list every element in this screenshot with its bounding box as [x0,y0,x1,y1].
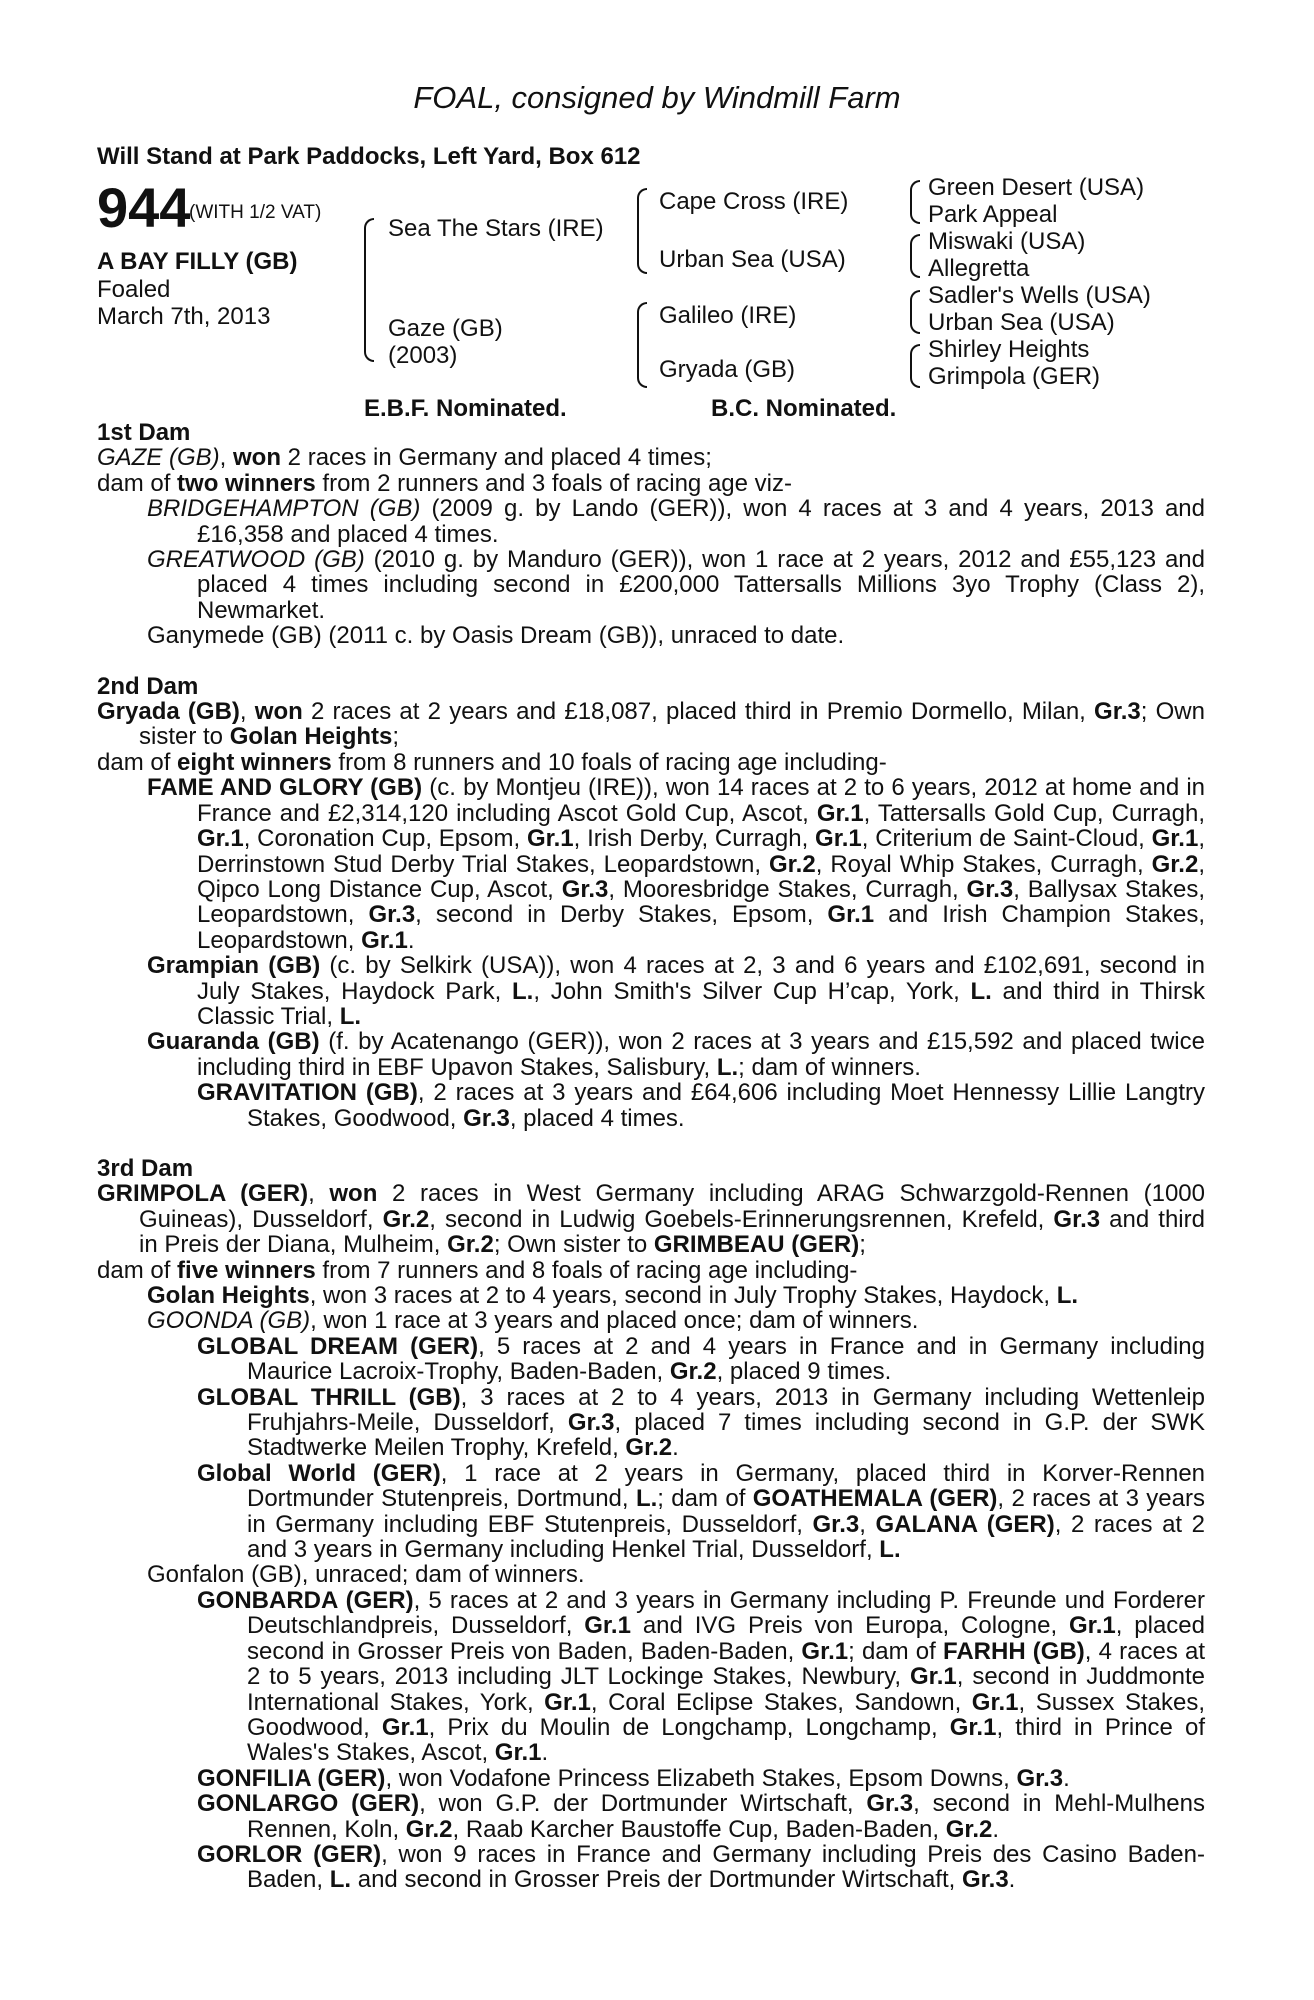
bold-text: Gr.1 [816,799,864,827]
horse-description: A BAY FILLY (GB) [97,248,298,275]
bold-text: Gr.3 [1053,1205,1101,1233]
text-run: ; [392,723,400,751]
bold-text: L. [329,1866,352,1894]
text-run: , Coronation Cup, Epsom, [243,825,527,853]
text-run: , second in Mehl-Mulhens Rennen, Koln, [247,1790,1205,1843]
bold-text: Guaranda (GB) [147,1028,320,1056]
text-run: ; [859,1231,866,1259]
pedigree-dam-year: (2003) [388,342,458,369]
grandproduce-entry [97,1080,1205,1131]
text-run: , Qipco Long Distance Cup, Ascot, [197,850,1205,903]
bold-text: GORLOR (GER) [197,1840,382,1868]
grandproduce-entry [97,1842,1205,1893]
bold-text: L. [1056,1282,1079,1309]
text-run: , placed 9 times. [716,1358,892,1386]
grandproduce-entry [97,1334,1205,1385]
grandproduce-entry [97,1766,1205,1791]
bold-text: Grampian (GB) [147,952,321,980]
text-run: , second in Derby Stakes, Epsom, [415,901,828,929]
bold-text: Golan Heights [147,1282,310,1309]
bold-text: L. [716,1053,739,1081]
bold-text: Gr.3 [368,901,416,929]
bold-text: Gr.1 [381,1713,429,1741]
bold-text: GRIMBEAU (GER) [653,1231,860,1259]
first-dam-produce-summary [97,471,1205,496]
third-dam-produce-summary [97,1258,1205,1283]
text-run: (c. by Montjeu (IRE)), won 14 races at 2 to 6 years, 2012 at home and in France and £2,314,120 including Ascot Gold Cup, Ascot, [197,774,1205,827]
text-run: from 7 runners and 8 foals of racing age including- [315,1256,858,1284]
produce-entry [97,1029,1205,1080]
bold-text: GLOBAL DREAM (GER) [197,1332,479,1360]
text-run: , second in Juddmonte International Stakes, York, [247,1663,1206,1716]
text-run: , placed 7 times including second in G.P. der SWK Stadtwerke Meilen Trophy, Krefeld, [247,1409,1205,1462]
pedigree-gen3-4: Allegretta [928,255,1030,282]
page-title: FOAL, consigned by Windmill Farm [413,80,901,115]
stand-location: Will Stand at Park Paddocks, Left Yard, Box 612 [97,143,641,170]
bold-text: Gr.1 [361,926,408,954]
bold-text: Gr.2 [1151,850,1199,878]
third-dam-heading: 3rd Dam [97,1154,194,1182]
bold-text: won [233,444,282,472]
bold-text: GRIMPOLA (GER) [97,1180,309,1208]
bold-text: Gr.2 [669,1358,717,1386]
bold-text: Gr.1 [197,825,244,853]
foaled-label: Foaled [97,276,171,303]
text-run: , Ballysax Stakes, Leopardstown, [197,875,1205,929]
text-run: , Prix du Moulin de Longchamp, Longchamp, [428,1713,950,1741]
text-run: , 2 races at 3 years in Germany including EBF Stutenpreis, Dusseldorf, [247,1485,1205,1538]
text-run: , Irish Derby, Curragh, [573,825,816,853]
bold-text: two winners [177,469,316,497]
pedigree-gen3-3: Miswaki (USA) [928,228,1086,255]
vat-note: (WITH 1/2 VAT) [189,202,322,223]
second-dam-entry [97,699,1205,750]
bold-text: L. [512,977,534,1005]
text-run: . [672,1434,679,1462]
text-run: , Royal Whip Stakes, Curragh, [815,850,1152,878]
pedigree-gen3-6: Urban Sea (USA) [928,309,1115,336]
text-run: , 2 races at 3 years and £64,606 including Moet Hennessy Lillie Langtry Stakes, Goodwood, [247,1079,1206,1132]
bold-text: FARHH (GB) [942,1637,1085,1665]
text-run: , won G.P. der Dortmunder Wirtschaft, [419,1790,867,1818]
bold-text: Global World (GER) [197,1459,441,1487]
pedigree-bracket-sire [637,188,647,274]
pedigree-gen3-8: Grimpola (GER) [928,363,1101,390]
text-run: dam of [97,469,178,497]
text-run: from 8 runners and 10 foals of racing age including- [331,748,887,776]
text-run: 2 races at 2 years and £18,087, placed third in Premio Dormello, Milan, [302,698,1095,726]
text-run: , Coral Eclipse Stakes, Sandown, [590,1688,972,1716]
grandproduce-entry [97,1791,1205,1842]
pedigree-bracket-main [364,218,374,362]
bold-text: Gr.1 [1069,1612,1116,1640]
pedigree-gen3-7: Shirley Heights [928,336,1090,363]
pedigree-dam-dam: Gryada (GB) [659,356,796,383]
text-run: , won 1 race at 3 years and placed once; dam of winners. [310,1307,919,1335]
produce-entry [97,953,1205,1029]
text-run: (2009 g. by Lando (GER)), won 4 races at 3 and 4 years, 2013 and £16,358 and placed 4 times. [197,495,1205,548]
italic-text: GREATWOOD (GB) [147,546,365,574]
bold-text: eight winners [177,748,332,776]
text-run: 2 races in Germany and placed 4 times; [281,444,712,472]
italic-text: GAZE (GB) [97,444,220,472]
text-run: Gonfalon (GB), unraced; dam of winners. [147,1561,585,1589]
first-dam-heading: 1st Dam [97,419,191,446]
text-run: . [541,1739,549,1767]
bold-text: Gr.3 [961,1866,1009,1894]
text-run: , [859,1510,876,1538]
text-run: , 1 race at 2 years in Germany, placed third in Korver-Rennen Dortmunder Stutenpreis, Dortmund, [247,1459,1206,1513]
text-run: , placed second in Grosser Preis von Baden, Baden-Baden, [247,1612,1205,1665]
pedigree-bracket-g56 [910,290,920,334]
second-dam-produce-summary [97,750,1205,775]
italic-text: GOONDA (GB) [147,1307,311,1335]
text-run: , 3 races at 2 to 4 years, 2013 in Germany including Wettenleip Fruhjahrs-Meile, Dusseldorf, [247,1383,1205,1437]
text-run: . [407,926,415,954]
text-run: , Mooresbridge Stakes, Curragh, [608,875,967,903]
catalogue-body [97,420,1205,1893]
bold-text: L. [970,977,992,1005]
text-run: , 5 races at 2 and 3 years in Germany including P. Freunde und Forderer Deutschlandpreis, Dusseldorf, [247,1586,1205,1640]
text-run: , placed 4 times. [509,1104,685,1132]
text-run: 2 races in West Germany including ARAG Schwarzgold-Rennen (1000 Guineas), Dusseldorf, [139,1180,1205,1233]
produce-entry [97,775,1205,953]
pedigree-sire-sire: Cape Cross (IRE) [659,188,849,215]
bold-text: Golan Heights [229,723,393,751]
text-run: (c. by Selkirk (USA)), won 4 races at 2, 3 and 6 years and £102,691, second in July Stakes, Haydock Park, [197,952,1205,1005]
third-dam-entry [97,1181,1205,1257]
text-run: , Raab Karcher Baustoffe Cup, Baden-Baden, [452,1815,946,1843]
pedigree-gen3-1: Green Desert (USA) [928,174,1145,201]
bold-text: Gr.1 [910,1663,957,1691]
text-run: (f. by Acatenango (GER)), won 2 races at 3 years and £15,592 and placed twice including third in EBF Upavon Stakes, Salisbury, [197,1028,1205,1081]
bold-text: Gr.1 [494,1739,542,1767]
text-run: , second in Ludwig Goebels-Erinnerungsrennen, Krefeld, [429,1205,1054,1233]
lot-number: 944 [97,176,191,239]
bold-text: Gr.1 [801,1637,849,1665]
text-run: , won Vodafone Princess Elizabeth Stakes, Epsom Downs, [385,1764,1017,1792]
bold-text: Gr.2 [625,1434,673,1462]
text-run: . [1063,1764,1070,1792]
ebf-nominated: E.B.F. Nominated. [364,395,567,422]
grandproduce-entry [97,1588,1205,1766]
pedigree-bracket-g34 [910,234,920,278]
foaled-date: March 7th, 2013 [97,303,271,330]
bold-text: Gr.2 [769,850,816,878]
pedigree-gen3-5: Sadler's Wells (USA) [928,282,1151,309]
text-run: and second in Grosser Preis der Dortmunder Wirtschaft, [351,1866,962,1894]
bold-text: Gr.3 [866,1790,914,1818]
text-run: , Tattersalls Gold Cup, Curragh, [863,799,1205,827]
text-run: , won 3 races at 2 to 4 years, second in July Trophy Stakes, Haydock, [309,1282,1057,1309]
pedigree-bracket-dam [637,302,647,388]
text-run: , third in Prince of Wales's Stakes, Ascot, [247,1713,1206,1767]
text-run: , [239,698,255,726]
text-run: , Derrinstown Stud Derby Trial Stakes, Leopardstown, [197,825,1205,878]
text-run: , won 9 races in France and Germany including Preis des Casino Baden-Baden, [247,1840,1205,1894]
bold-text: Gr.1 [949,1713,997,1741]
bold-text: GONBARDA (GER) [197,1586,414,1614]
first-dam-entry [97,445,1205,470]
bold-text: Gr.3 [561,875,609,903]
pedigree-sire-dam: Urban Sea (USA) [659,246,846,273]
pedigree-sire: Sea The Stars (IRE) [388,215,604,242]
text-run: from 2 runners and 3 foals of racing age viz- [315,469,792,497]
text-run: , [308,1180,330,1208]
bold-text: Gr.2 [447,1231,494,1259]
bold-text: L. [635,1485,658,1513]
bold-text: Gr.1 [971,1688,1019,1716]
bold-text: GONLARGO (GER) [197,1790,420,1818]
produce-entry [97,1283,1205,1308]
produce-entry [97,496,1205,547]
bold-text: Gr.3 [1094,698,1141,726]
bold-text: GLOBAL THRILL (GB) [197,1383,461,1411]
bold-text: Gr.3 [966,875,1014,903]
bold-text: GONFILIA (GER) [197,1764,386,1792]
italic-text: BRIDGEHAMPTON (GB) [147,495,421,523]
pedigree-bracket-g78 [910,344,920,388]
bold-text: Gryada (GB) [97,698,240,726]
bold-text: Gr.1 [1151,825,1199,853]
bold-text: GRAVITATION (GB) [197,1079,418,1107]
bold-text: Gr.2 [405,1815,453,1843]
text-run: . [992,1815,1000,1843]
text-run: Ganymede (GB) (2011 c. by Oasis Dream (GB)), unraced to date. [147,622,845,650]
bold-text: Gr.1 [584,1612,631,1640]
bold-text: Gr.1 [815,825,862,853]
pedigree-dam-sire: Galileo (IRE) [659,302,797,329]
text-run: (2010 g. by Manduro (GER)), won 1 race at 2 years, 2012 and £55,123 and placed 4 times including second in £200,000 Tattersalls Millions 3yo Trophy (Class 2), Newmarket. [197,546,1205,624]
text-run: , 4 races at 2 to 5 years, 2013 including JLT Lockinge Stakes, Newbury, [247,1637,1205,1691]
bold-text: L. [339,1002,362,1030]
bold-text: Gr.3 [463,1104,510,1132]
bold-text: Gr.1 [544,1688,591,1716]
bold-text: Gr.1 [827,901,875,929]
second-dam-heading: 2nd Dam [97,672,199,700]
text-run: and IVG Preis von Europa, Cologne, [630,1612,1070,1640]
produce-entry [97,623,1205,648]
text-run: and Irish Champion Stakes, Leopardstown, [197,901,1205,954]
bold-text: Gr.3 [1016,1764,1064,1792]
pedigree-gen3-2: Park Appeal [928,201,1058,228]
text-run: , 5 races at 2 and 4 years in France and in Germany including Maurice Lacroix-Trophy, Baden-Baden, [247,1332,1205,1386]
text-run: ; dam of [657,1485,753,1513]
pedigree-dam: Gaze (GB) [388,315,503,342]
produce-entry [97,547,1205,623]
text-run: and third in Preis der Diana, Mulheim, [139,1205,1205,1259]
text-run: and third in Thirsk Classic Trial, [197,977,1206,1030]
bold-text: won [329,1180,378,1208]
text-run: ; Own sister to [139,698,1205,751]
text-run: . [1008,1866,1016,1894]
text-run: , John Smith's Silver Cup H’cap, York, [533,977,971,1005]
bold-text: Gr.2 [945,1815,993,1843]
bold-text: Gr.1 [526,825,574,853]
bold-text: GOATHEMALA (GER) [752,1485,998,1513]
text-run: ; dam of [848,1637,943,1665]
bold-text: Gr.3 [812,1510,860,1538]
produce-entry [97,1308,1205,1333]
bold-text: FAME AND GLORY (GB) [147,774,423,802]
text-run: ; dam of winners. [738,1053,921,1081]
grandproduce-entry [97,1461,1205,1563]
text-run: ; Own sister to [493,1231,654,1259]
text-run: , Criterium de Saint-Cloud, [861,825,1152,853]
bold-text: GALANA (GER) [875,1510,1055,1538]
bold-text: Gr.2 [382,1205,430,1233]
grandproduce-entry [97,1385,1205,1461]
text-run: dam of [97,748,178,776]
bc-nominated: B.C. Nominated. [711,395,897,422]
text-run: , 2 races at 2 and 3 years in Germany including Henkel Trial, Dusseldorf, [247,1510,1205,1564]
text-run: dam of [97,1256,178,1284]
bold-text: won [254,698,303,726]
text-run: , Sussex Stakes, Goodwood, [247,1688,1206,1741]
produce-entry [97,1562,1205,1587]
bold-text: five winners [177,1256,316,1284]
bold-text: Gr.3 [567,1409,615,1437]
text-run: , [219,444,234,472]
bold-text: L. [879,1536,901,1564]
pedigree-bracket-g12 [910,180,920,224]
